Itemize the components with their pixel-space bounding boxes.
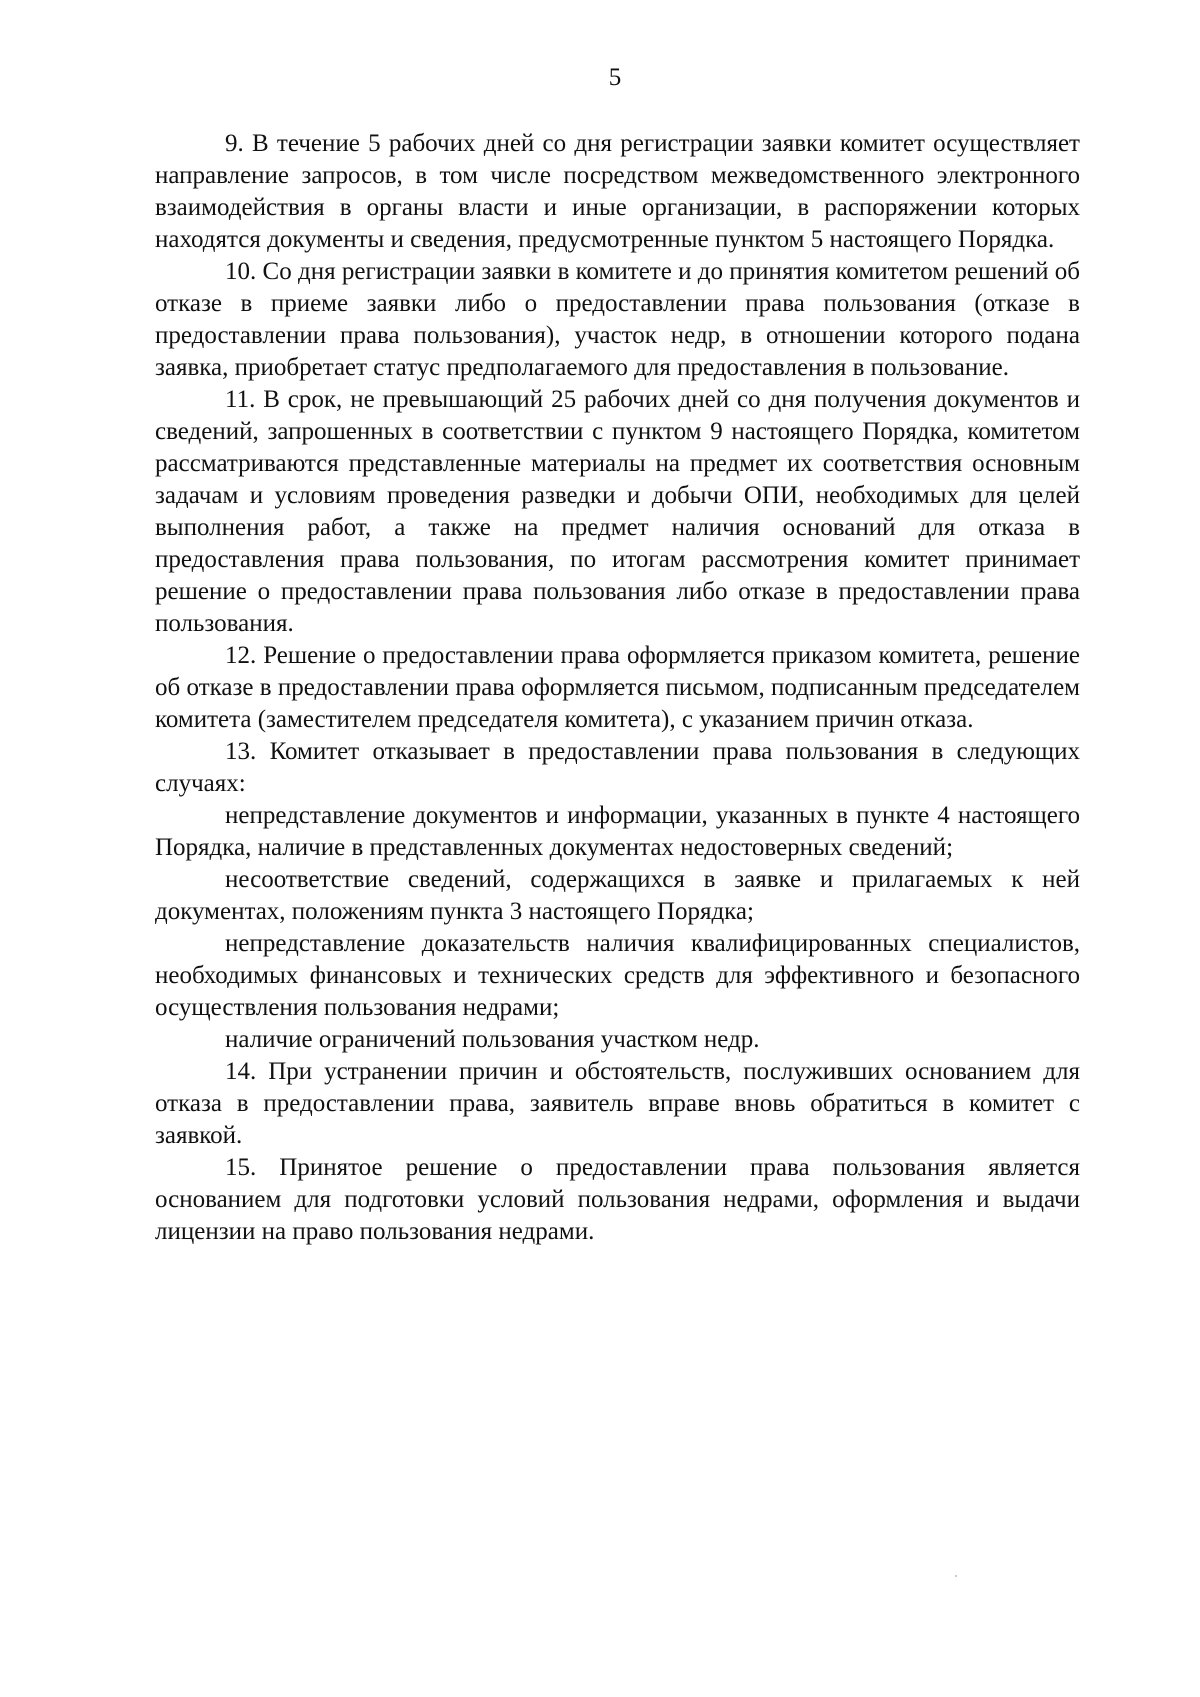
- refusal-reason-4: наличие ограничений пользования участком недр.: [225, 1026, 760, 1053]
- refusal-reason-3: непредставление доказательств наличия квалифицированных специалистов, необходимых финансовых и технических средств для эффективного и безопасного осуществления пользования недрами;: [155, 930, 1080, 1021]
- paragraph-item-11: 11. В срок, не превышающий 25 рабочих дней со дня получения документов и сведений, запрошенных в соответствии с пунктом 9 настоящего Порядка, комитетом рассматриваются представленные материалы на предмет их соответствия основным задачам и условиям проведения разведки и добычи ОПИ, необходимых для целей выполнения работ, а также на предмет наличия оснований для отказа в предоставления права пользования, по итогам рассмотрения комитет принимает решение о предоставлении права пользования либо отказе в предоставлении права пользования.: [155, 386, 1080, 637]
- refusal-reason-1: непредставление документов и информации, указанных в пункте 4 настоящего Порядка, наличие в представленных документах недостоверных сведений;: [155, 802, 1080, 861]
- scan-speck: [955, 1575, 957, 1577]
- paragraph-item-14: 14. При устранении причин и обстоятельств, послуживших основанием для отказа в предоставлении права, заявитель вправе вновь обратиться в комитет с заявкой.: [155, 1058, 1080, 1149]
- page-number: 5: [608, 64, 622, 91]
- refusal-reason-2: несоответствие сведений, содержащихся в заявке и прилагаемых к ней документах, положениям пункта 3 настоящего Порядка;: [155, 866, 1080, 925]
- paragraph-item-9: 9. В течение 5 рабочих дней со дня регистрации заявки комитет осуществляет направление запросов, в том числе посредством межведомственного электронного взаимодействия в органы власти и иные организации, в распоряжении которых находятся документы и сведения, предусмотренные пунктом 5 настоящего Порядка.: [155, 130, 1080, 253]
- paragraph-item-13: 13. Комитет отказывает в предоставлении права пользования в следующих случаях:: [155, 738, 1080, 797]
- paragraph-item-10: 10. Со дня регистрации заявки в комитете и до принятия комитетом решений об отказе в приеме заявки либо о предоставлении права пользования (отказе в предоставлении права пользования), участок недр, в отношении которого подана заявка, приобретает статус предполагаемого для предоставления в пользование.: [155, 258, 1080, 381]
- document-body: [155, 128, 1080, 1248]
- paragraph-item-12: 12. Решение о предоставлении права оформляется приказом комитета, решение об отказе в предоставлении права оформляется письмом, подписанным председателем комитета (заместителем председателя комитета), с указанием причин отказа.: [155, 642, 1080, 733]
- paragraph-item-15: 15. Принятое решение о предоставлении права пользования является основанием для подготовки условий пользования недрами, оформления и выдачи лицензии на право пользования недрами.: [155, 1154, 1080, 1245]
